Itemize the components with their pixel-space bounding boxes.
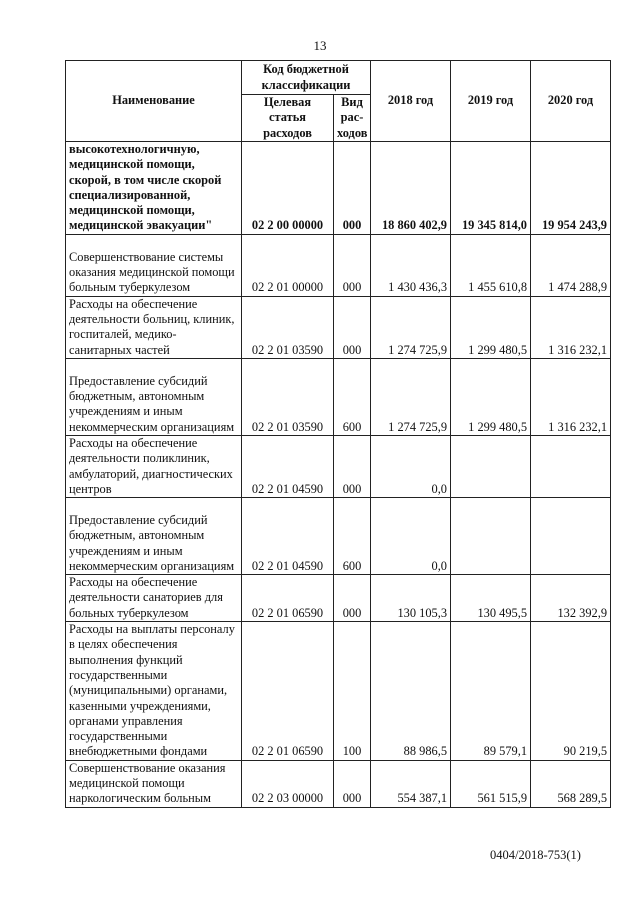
row-name: Расходы на обеспечение деятельности больниц, клиник, госпиталей, медико-санитарных частей: [66, 296, 242, 358]
row-vid: 100: [334, 622, 371, 761]
row-2018: 88 986,5: [371, 622, 451, 761]
row-code: 02 2 03 00000: [242, 760, 334, 807]
document-code: 0404/2018-753(1): [490, 848, 581, 862]
row-2019: 89 579,1: [451, 622, 531, 761]
row-2019: 1 299 480,5: [451, 358, 531, 435]
row-2020: [531, 498, 611, 575]
row-2020: 19 954 243,9: [531, 142, 611, 235]
header-kbk: Код бюджетной классификации: [242, 61, 371, 95]
row-2019: [451, 435, 531, 497]
row-vid: 600: [334, 358, 371, 435]
header-2018: 2018 год: [371, 61, 451, 142]
row-name: Расходы на выплаты персоналу в целях обеспечения выполнения функций государственными (муниципальными) органами, казенными учреждениями, органами управления государственными внебюджетными фондами: [66, 622, 242, 761]
row-name: Совершенствование оказания медицинской помощи наркологическим больным: [66, 760, 242, 807]
row-vid: 000: [334, 435, 371, 497]
row-vid: 000: [334, 760, 371, 807]
table-row: [66, 760, 611, 807]
row-2019: 130 495,5: [451, 575, 531, 622]
row-2020: 132 392,9: [531, 575, 611, 622]
row-code: 02 2 00 00000: [242, 142, 334, 235]
row-name: Расходы на обеспечение деятельности поликлиник, амбулаторий, диагностических центров: [66, 435, 242, 497]
row-2018: 1 274 725,9: [371, 296, 451, 358]
row-code: 02 2 01 04590: [242, 498, 334, 575]
row-name: Предоставление субсидий бюджетным, автономным учреждениям и иным некоммерческим организациям: [66, 498, 242, 575]
row-2018: 0,0: [371, 498, 451, 575]
row-2020: 1 474 288,9: [531, 234, 611, 296]
row-name: Совершенствование системы оказания медицинской помощи больным туберкулезом: [66, 234, 242, 296]
row-name: высокотехнологичную, медицинской помощи, скорой, в том числе скорой специализированной, медицинской помощи, медицинской эвакуации": [66, 142, 242, 235]
row-2019: 561 515,9: [451, 760, 531, 807]
header-2019: 2019 год: [451, 61, 531, 142]
row-code: 02 2 01 03590: [242, 358, 334, 435]
header-expense-type: Вид рас-ходов: [334, 95, 371, 142]
row-vid: 000: [334, 296, 371, 358]
budget-table: [65, 60, 611, 808]
row-2018: 1 430 436,3: [371, 234, 451, 296]
header-name: Наименование: [66, 61, 242, 142]
table-row: [66, 435, 611, 497]
row-vid: 000: [334, 575, 371, 622]
row-vid: 000: [334, 142, 371, 235]
row-vid: 600: [334, 498, 371, 575]
row-name: Расходы на обеспечение деятельности санаториев для больных туберкулезом: [66, 575, 242, 622]
header-target-article: Целевая статья расходов: [242, 95, 334, 142]
table-row: [66, 142, 611, 235]
row-2020: 90 219,5: [531, 622, 611, 761]
table-row: [66, 575, 611, 622]
row-2020: 1 316 232,1: [531, 358, 611, 435]
row-name: Предоставление субсидий бюджетным, автономным учреждениям и иным некоммерческим организациям: [66, 358, 242, 435]
page-number: 13: [313, 38, 327, 53]
row-2018: 18 860 402,9: [371, 142, 451, 235]
row-2020: 568 289,5: [531, 760, 611, 807]
row-2020: [531, 435, 611, 497]
table-row: [66, 498, 611, 575]
row-2018: 554 387,1: [371, 760, 451, 807]
table-header: [66, 61, 611, 142]
row-2019: 19 345 814,0: [451, 142, 531, 235]
row-code: 02 2 01 00000: [242, 234, 334, 296]
row-2018: 130 105,3: [371, 575, 451, 622]
table-row: [66, 234, 611, 296]
row-code: 02 2 01 06590: [242, 575, 334, 622]
row-2020: 1 316 232,1: [531, 296, 611, 358]
row-2019: 1 299 480,5: [451, 296, 531, 358]
row-2019: [451, 498, 531, 575]
row-code: 02 2 01 06590: [242, 622, 334, 761]
table-body: [66, 142, 611, 808]
header-2020: 2020 год: [531, 61, 611, 142]
row-code: 02 2 01 03590: [242, 296, 334, 358]
table-row: [66, 622, 611, 761]
row-2019: 1 455 610,8: [451, 234, 531, 296]
row-2018: 0,0: [371, 435, 451, 497]
table-row: [66, 296, 611, 358]
row-vid: 000: [334, 234, 371, 296]
row-2018: 1 274 725,9: [371, 358, 451, 435]
row-code: 02 2 01 04590: [242, 435, 334, 497]
table-row: [66, 358, 611, 435]
